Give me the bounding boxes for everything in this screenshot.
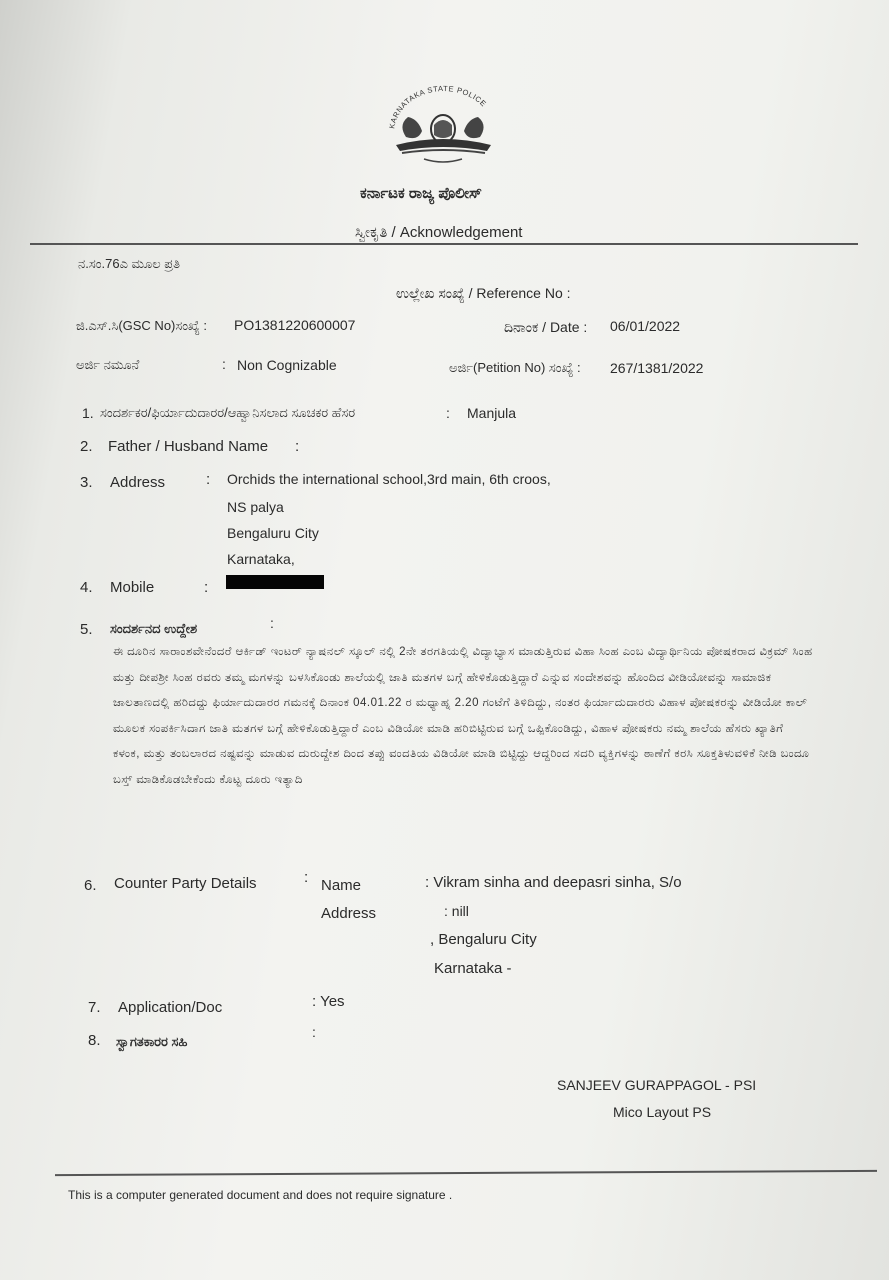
item-6-number: 6.: [84, 877, 97, 894]
complaint-summary-text: ಈ ದೂರಿನ ಸಾರಾಂಶವೇನೆಂದರೆ ಆರ್ಕಿಡ್ ಇಂಟರ್ ನ್ಯಾಷನಲ್ ಸ್ಕೂಲ್ ನಲ್ಲಿ 2ನೇ ತರಗತಿಯಲ್ಲಿ ವಿದ್ಯಾಭ್ಯಾಸ ಮಾಡುತ್ತಿರುವ ವಿಹಾ ಸಿಂಹ ಎಂಬ ವಿದ್ಯಾರ್ಥಿನಿಯ ಪೋಷಕರಾದ ವಿಕ್ರಮ್ ಸಿಂಹ ಮತ್ತು ದೀಪಶ್ರೀ ಸಿಂಹ ರವರು ತಮ್ಮ ಮಗಳನ್ನು ಬಳಸಿಕೊಂಡು ಶಾಲೆಯಲ್ಲಿ ಜಾತಿ ಮತಗಳ ಬಗ್ಗೆ ಹೇಳಿಕೊಡುತ್ತಿದ್ದಾರೆ ಎನ್ನುವ ಸಂದೇಶವನ್ನು ಹೊಂದಿದ ವೀಡಿಯೋವನ್ನು ಸಾಮಾಜಿಕ ಜಾಲತಾಣದಲ್ಲಿ ಹರಿದದ್ದು ಫಿರ್ಯಾದುದಾರರ ಗಮನಕ್ಕೆ ದಿನಾಂಕ 04.01.22 ರ ಮಧ್ಯಾಹ್ನ 2.20 ಗಂಟೆಗೆ ತಿಳಿದಿದ್ದು, ನಂತರ ಫಿರ್ಯಾದುದಾರರು ವಿಹಾಳ ಪೋಷಕರನ್ನು ವೀಡಿಯೋ ಕಾಲ್ ಮೂಲಕ ಸಂಪರ್ಕಿಸಿದಾಗ ಜಾತಿ ಮತಗಳ ಬಗ್ಗೆ ಹೇಳಿಕೊಡುತ್ತಿದ್ದಾರೆ ಎಂಬ ವಿಡಿಯೋ ಮಾಡಿ ಹರಿಬಿಟ್ಟಿರುವ ಬಗ್ಗೆ ಒಪ್ಪಿಕೊಂಡಿದ್ದು, ವಿಹಾಳ ಪೋಷಕರು ನಮ್ಮ ಶಾಲೆಯ ಹೆಸರು ಖ್ಯಾತಿಗೆ ಕಳಂಕ, ಮತ್ತು ತಂಬಲಾರದ ನಷ್ಟವನ್ನು ಮಾಡುವ ದುರುದ್ದೇಶ ದಿಂದ ತಪ್ಪು ವಂದತಿಯ ವಿಡಿಯೋ ಮಾಡಿ ಬಿಟ್ಟಿದ್ದು ಆದ್ದರಿಂದ ಸದರಿ ವ್ಯಕ್ತಿಗಳನ್ನು ಠಾಣೆಗೆ ಕರಸಿ ಸೂಕ್ತತಿಳುವಳಿಕೆ ನೀಡಿ ಬಂದೂ ಬಸ್ತ್ ಮಾಡಿಕೊಡಬೇಕೆಂದು ಕೊಟ್ಟ ದೂರು ಇತ್ಯಾದಿ: [113, 646, 813, 786]
item-5-colon: :: [270, 615, 274, 631]
application-doc-value: : Yes: [312, 993, 345, 1010]
item-2-number: 2.: [80, 438, 93, 455]
address-line-3: Bengaluru City: [227, 525, 319, 541]
counter-party-address-value: : nill: [444, 903, 469, 919]
father-husband-name-label: Father / Husband Name: [108, 438, 269, 455]
signatory-station: Mico Layout PS: [613, 1104, 712, 1120]
counter-party-state: Karnataka -: [434, 960, 512, 977]
item-1-label: ಸಂದರ್ಶಕರ/ಫಿರ್ಯಾದುದಾರರ/ಆಹ್ವಾನಿಸಲಾದ ಸೂಚಕರ ಹೆಸರ: [100, 405, 356, 420]
footer-note: This is a computer generated document and does not require signature .: [68, 1188, 453, 1202]
visitor-name-value: Manjula: [467, 405, 517, 421]
header-divider: [30, 243, 858, 245]
date-value: 06/01/2022: [610, 318, 681, 334]
petition-type-label: ಅರ್ಜಿ ನಮೂನೆ: [76, 357, 140, 372]
petition-type-colon: :: [222, 356, 226, 372]
item-8-colon: :: [312, 1024, 316, 1040]
petition-type-value: Non Cognizable: [237, 357, 337, 373]
mobile-label: Mobile: [110, 579, 155, 596]
petition-no-value: 267/1381/2022: [610, 360, 704, 376]
footer-divider: [55, 1170, 877, 1176]
form-number: ನ.ಸಂ.76ಎ ಮೂಲ ಪ್ರತಿ: [78, 256, 181, 271]
address-line-1: Orchids the international school,3rd main, 6th croos,: [227, 471, 551, 487]
reference-no-label: ಉಲ್ಲೇಖ ಸಂಖ್ಯೆ / Reference No :: [396, 285, 571, 301]
item-8-number: 8.: [88, 1032, 101, 1049]
item-7-number: 7.: [88, 999, 101, 1016]
counter-party-label: Counter Party Details: [114, 875, 257, 892]
item-2-colon: :: [295, 438, 300, 455]
petition-no-label: ಅರ್ಜಿ(Petition No) ಸಂಖ್ಯೆ :: [449, 360, 581, 375]
gsc-no-label: ಜಿ.ಎಸ್.ಸಿ(GSC No)ಸಂಖ್ಯೆ :: [76, 318, 208, 333]
item-1-colon: :: [446, 405, 450, 421]
item-3-colon: :: [206, 471, 211, 488]
item-4-number: 4.: [80, 579, 93, 596]
address-label: Address: [110, 474, 166, 491]
address-line-4: Karnataka,: [227, 551, 295, 567]
redacted-mobile-number: [226, 575, 324, 589]
counter-party-name-value: : Vikram sinha and deepasri sinha, S/o: [425, 874, 682, 891]
item-3-number: 3.: [80, 474, 93, 491]
item-6-colon: :: [304, 869, 309, 886]
counter-party-city: , Bengaluru City: [430, 931, 537, 948]
org-name: ಕರ್ನಾಟಕ ರಾಜ್ಯ ಪೊಲೀಸ್: [360, 185, 482, 202]
karnataka-police-emblem-icon: [376, 85, 511, 170]
signatory-name: SANJEEV GURAPPAGOL - PSI: [557, 1077, 757, 1093]
document-title: ಸ್ವೀಕೃತಿ / Acknowledgement: [355, 224, 523, 241]
item-4-colon: :: [204, 579, 209, 596]
purpose-of-visit-label: ಸಂದರ್ಶನದ ಉದ್ದೇಶ: [110, 621, 198, 636]
counter-party-address-label: Address: [321, 905, 377, 922]
item-1-number: 1.: [82, 405, 94, 421]
receptionist-signature-label: ಸ್ವಾಗತಕಾರರ ಸಹಿ: [116, 1034, 188, 1049]
address-line-2: NS palya: [227, 499, 284, 515]
emblem-text: KARNATAKA STATE POLICE: [387, 85, 489, 130]
item-5-number: 5.: [80, 621, 93, 638]
gsc-no-value: PO1381220600007: [234, 317, 356, 333]
date-label: ದಿನಾಂಕ / Date :: [504, 319, 588, 335]
counter-party-name-label: Name: [321, 877, 362, 894]
application-doc-label: Application/Doc: [118, 999, 223, 1016]
